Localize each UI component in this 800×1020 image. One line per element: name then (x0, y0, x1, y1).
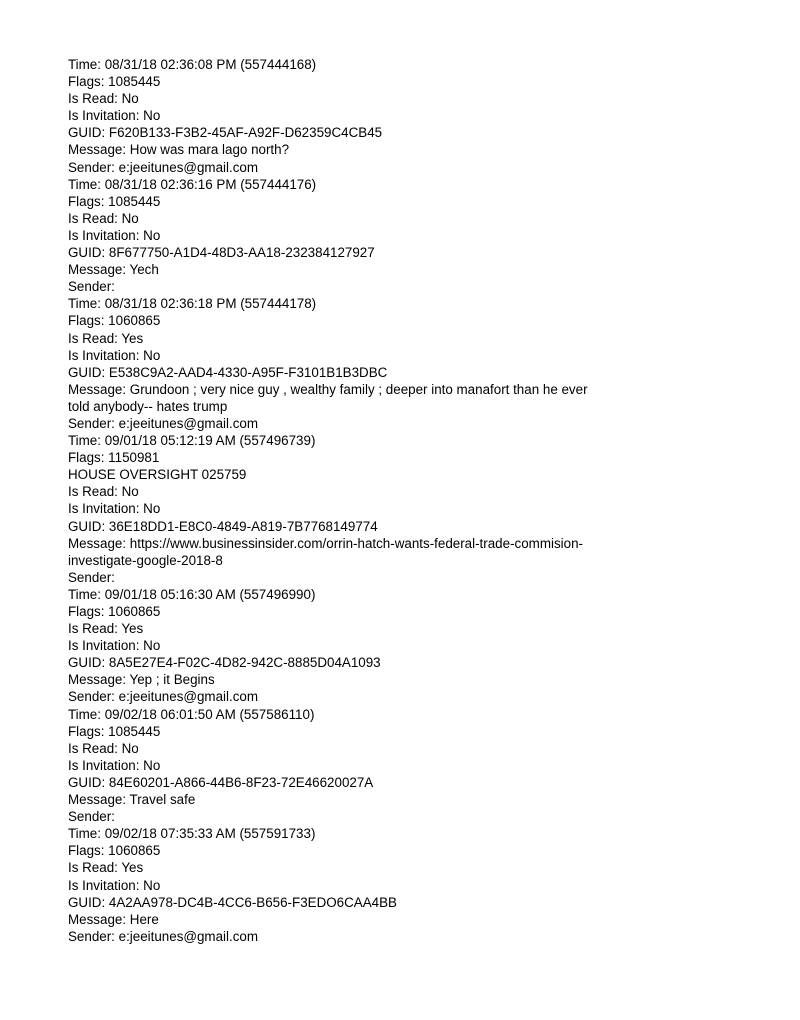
message-time: Time: 08/31/18 02:36:18 PM (557444178) (68, 296, 317, 312)
bates-stamp: HOUSE OVERSIGHT 025759 (68, 467, 247, 483)
message-text-continued: investigate-google-2018-8 (68, 552, 223, 568)
message-guid: GUID: 84E60201-A866-44B6-8F23-72E46620027A (68, 774, 374, 790)
message-text: Message: Travel safe (68, 792, 196, 808)
message-flags: Flags: 1085445 (68, 723, 161, 739)
message-is-invitation: Is Invitation: No (68, 347, 161, 363)
message-flags: Flags: 1060865 (68, 313, 161, 329)
message-is-invitation: Is Invitation: No (68, 638, 161, 654)
message-is-read: Is Read: Yes (68, 621, 144, 637)
message-time: Time: 08/31/18 02:36:16 PM (557444176) (68, 176, 317, 192)
message-is-read: Is Read: No (68, 210, 139, 226)
message-time: Time: 09/01/18 05:12:19 AM (557496739) (68, 433, 316, 449)
message-guid: GUID: 8F677750-A1D4-48D3-AA18-232384127927 (68, 245, 375, 261)
message-flags: Flags: 1085445 (68, 74, 161, 90)
message-is-invitation: Is Invitation: No (68, 108, 161, 124)
message-guid: GUID: 4A2AA978-DC4B-4CC6-B656-F3EDO6CAA4BB (68, 894, 397, 910)
message-sender: Sender: e:jeeitunes@gmail.com (68, 415, 258, 431)
message-is-read: Is Read: Yes (68, 860, 144, 876)
message-text: Message: Yep ; it Begins (68, 672, 215, 688)
message-text: Message: Yech (68, 262, 159, 278)
message-text: Message: https://www.businessinsider.com/orrin-hatch-wants-federal-trade-commision- (68, 535, 583, 551)
message-sender: Sender: e:jeeitunes@gmail.com (68, 689, 258, 705)
message-guid: GUID: 8A5E27E4-F02C-4D82-942C-8885D04A1093 (68, 655, 381, 671)
message-flags: Flags: 1150981 (68, 450, 160, 466)
message-time: Time: 09/02/18 06:01:50 AM (557586110) (68, 706, 315, 722)
message-is-read: Is Read: No (68, 740, 139, 756)
message-log-document (68, 56, 678, 945)
message-is-invitation: Is Invitation: No (68, 757, 161, 773)
message-sender: Sender: e:jeeitunes@gmail.com (68, 159, 258, 175)
message-time: Time: 08/31/18 02:36:08 PM (557444168) (68, 57, 317, 72)
message-flags: Flags: 1060865 (68, 843, 161, 859)
message-flags: Flags: 1060865 (68, 604, 161, 619)
message-guid: GUID: E538C9A2-AAD4-4330-A95F-F3101B1B3DBC (68, 364, 388, 380)
message-sender: Sender: (68, 569, 115, 585)
message-sender: Sender: e:jeeitunes@gmail.com (68, 928, 258, 944)
message-is-read: Is Read: No (68, 91, 139, 107)
message-sender: Sender: (68, 809, 115, 825)
message-guid: GUID: F620B133-F3B2-45AF-A92F-D62359C4CB45 (68, 125, 383, 141)
message-guid: GUID: 36E18DD1-E8C0-4849-A819-7B7768149774 (68, 518, 378, 534)
message-flags: Flags: 1085445 (68, 193, 161, 209)
message-time: Time: 09/01/18 05:16:30 AM (557496990) (68, 586, 316, 602)
message-time: Time: 09/02/18 07:35:33 AM (557591733) (68, 826, 316, 842)
message-is-read: Is Read: No (68, 484, 139, 500)
message-sender: Sender: (68, 279, 115, 295)
message-text: Message: How was mara lago north? (68, 142, 290, 158)
message-is-invitation: Is Invitation: No (68, 227, 161, 243)
message-text: Message: Grundoon ; very nice guy , wealthy family ; deeper into manafort than he ever (68, 381, 588, 397)
message-is-invitation: Is Invitation: No (68, 501, 161, 517)
message-is-invitation: Is Invitation: No (68, 877, 161, 893)
message-is-read: Is Read: Yes (68, 330, 144, 346)
message-text-continued: told anybody-- hates trump (68, 398, 228, 414)
message-text: Message: Here (68, 911, 159, 927)
